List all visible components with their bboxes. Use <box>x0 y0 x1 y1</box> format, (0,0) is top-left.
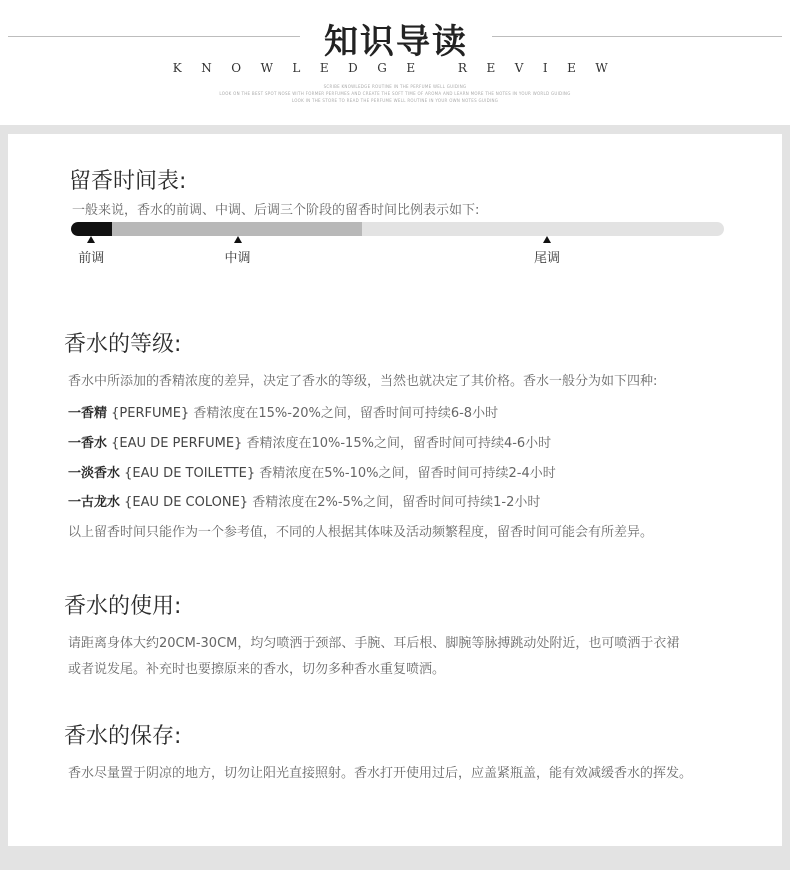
grade-desc: 香精浓度在2%-5%之间，留香时间可持续1-2小时 <box>252 495 541 510</box>
grade-en-name: {EAU DE PERFUME} <box>111 436 243 451</box>
stage-label-top: 前调 <box>78 251 105 266</box>
storage-text: 香水尽量置于阴凉的地方，切勿让阳光直接照射。香水打开使用过后，应盖紧瓶盖，能有效减缓香水的挥发。 <box>68 766 693 781</box>
grades-intro: 香水中所添加的香精浓度的差异，决定了香水的等级，当然也就决定了其价格。香水一般分为如下四种: <box>68 374 658 389</box>
timeline-bar <box>71 222 724 236</box>
timeline-desc: 一般来说，香水的前调、中调、后调三个阶段的留香时间比例表示如下: <box>72 203 480 218</box>
grade-item <box>68 491 540 510</box>
stage-label-middle: 中调 <box>224 251 251 266</box>
timeline-bar-top-stage <box>71 222 112 236</box>
stage-marker-icon <box>234 236 242 243</box>
grade-name: 一香精 <box>68 406 108 421</box>
usage-title: 香水的使用: <box>64 594 182 619</box>
stage-marker-icon <box>543 236 551 243</box>
grade-name: 一古龙水 <box>68 495 121 510</box>
header-divider-right <box>492 36 782 37</box>
header-fine-line: SCRIBE KNOWLEDGE ROUTINE IN THE PERFUME WELL GUIDING <box>323 84 467 89</box>
grade-item <box>68 402 498 421</box>
grades-note: 以上留香时间只能作为一个参考值，不同的人根据其体味及活动频繁程度，留香时间可能会有所差异。 <box>68 525 654 540</box>
grade-desc: 香精浓度在15%-20%之间，留香时间可持续6-8小时 <box>193 406 499 421</box>
grade-en-name: {EAU DE COLONE} <box>124 495 249 510</box>
grade-name: 一淡香水 <box>68 466 121 481</box>
stage-label-base: 尾调 <box>534 251 561 266</box>
grade-en-name: {PERFUME} <box>111 406 190 421</box>
header-title: 知识导读 <box>324 22 468 62</box>
header-fine-line: LOOK ON THE BEST SPOT NOSE WITH FORMER PERFUMES AND CREATE THE SOFT TIME OF AROMA AND LEARN MORE THE NOTES IN YOUR WORLD GUIDING <box>219 91 571 96</box>
grade-en-name: {EAU DE TOILETTE} <box>124 466 256 481</box>
grade-item <box>68 462 556 481</box>
header-fine-line: LOOK IN THE STORE TO READ THE PERFUME WELL ROUTINE IN YOUR OWN NOTES GUIDING <box>291 98 499 103</box>
header-subtitle: KNOWLEDGE REVIEW <box>172 61 628 75</box>
header <box>0 0 790 125</box>
grade-desc: 香精浓度在5%-10%之间，留香时间可持续2-4小时 <box>259 466 556 481</box>
header-divider-left <box>8 36 300 37</box>
timeline-bar-middle-stage <box>71 222 362 236</box>
timeline-title: 留香时间表: <box>69 169 187 194</box>
grade-desc: 香精浓度在10%-15%之间，留香时间可持续4-6小时 <box>246 436 552 451</box>
grade-name: 一香水 <box>68 436 108 451</box>
usage-text-line1: 请距离身体大约20CM-30CM，均匀喷洒于颈部、手腕、耳后根、脚腕等脉搏跳动处附近，也可喷洒于衣裙 <box>68 636 680 651</box>
grade-item <box>68 432 551 451</box>
usage-text-line2: 或者说发尾。补充时也要擦原来的香水，切勿多种香水重复喷洒。 <box>68 662 446 677</box>
storage-title: 香水的保存: <box>64 724 182 749</box>
stage-marker-icon <box>87 236 95 243</box>
grades-title: 香水的等级: <box>64 332 182 357</box>
